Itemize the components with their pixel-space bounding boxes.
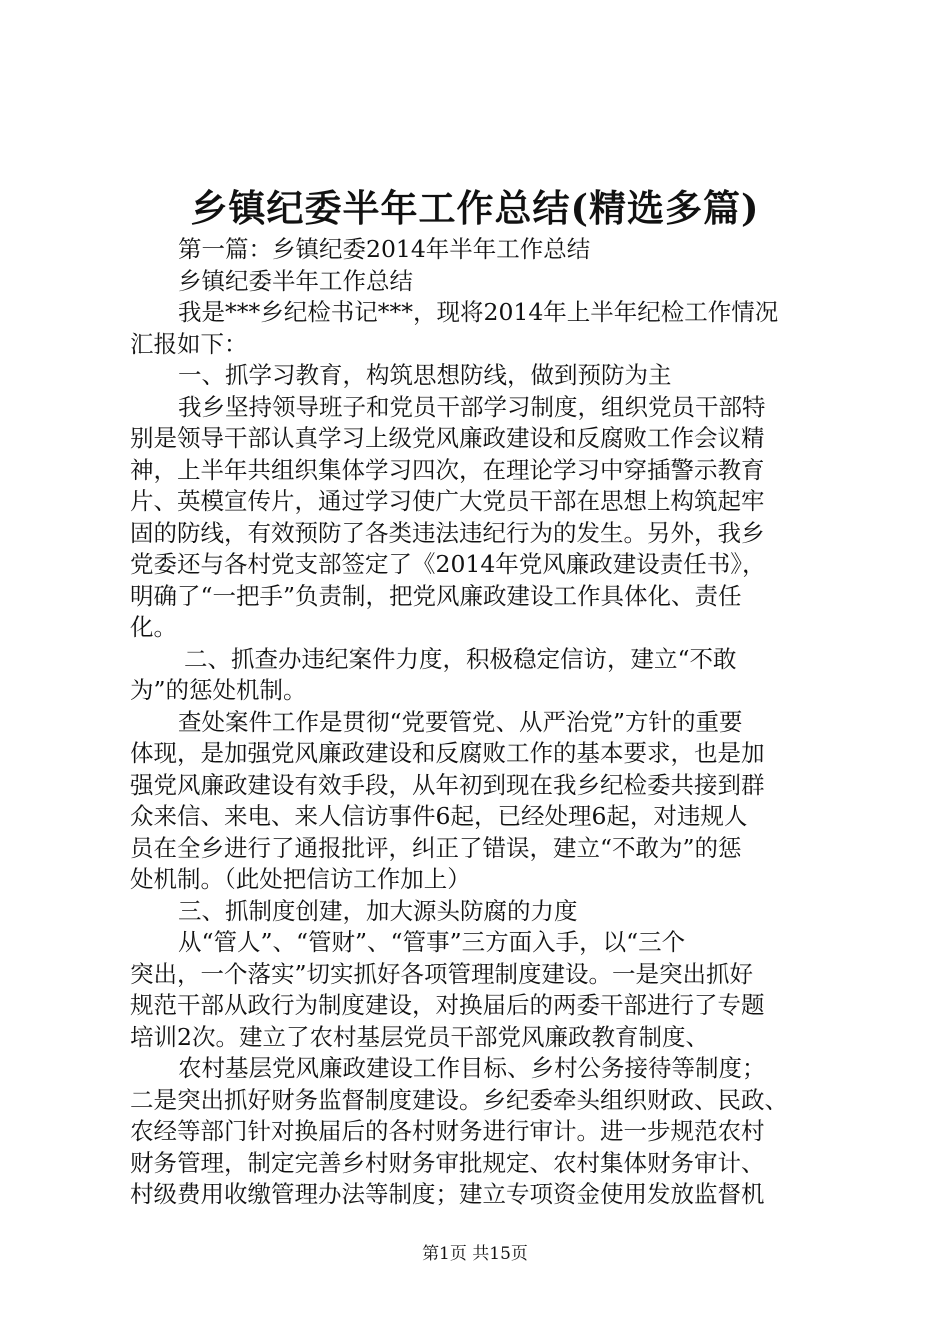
body-line: 明确了“一把手”负责制，把党风廉政建设工作具体化、责任 — [130, 581, 742, 610]
body-line: 我乡坚持领导班子和党员干部学习制度，组织党员干部特 — [178, 392, 766, 421]
body-line: 别是领导干部认真学习上级党风廉政建设和反腐败工作会议精 — [130, 424, 765, 452]
body-line: 体现，是加强党风廉政建设和反腐败工作的基本要求，也是加 — [130, 739, 765, 767]
body-line: 财务管理，制定完善乡村财务审批规定、农村集体财务审计、 — [130, 1148, 765, 1177]
body-line: 员在全乡进行了通报批评，纠正了错误，建立“不敢为”的惩 — [130, 833, 742, 862]
body-line: 第一篇：乡镇纪委2014年半年工作总结 — [178, 235, 591, 263]
body-line: 从“管人”、“管财”、“管事”三方面入手，以“三个 — [178, 928, 686, 956]
body-line: 培训2次。建立了农村基层党员干部党风廉政教育制度、 — [130, 1022, 709, 1051]
body-line: 规范干部从政行为制度建设，对换届后的两委干部进行了专题 — [130, 991, 765, 1019]
body-line: 乡镇纪委半年工作总结 — [178, 266, 413, 295]
body-line: 二是突出抓好财务监督制度建设。乡纪委牵头组织财政、民政、 — [130, 1085, 788, 1114]
body-line: 农村基层党风廉政建设工作目标、乡村公务接待等制度； — [178, 1054, 766, 1082]
body-line: 片、英模宣传片，通过学习使广大党员干部在思想上构筑起牢 — [130, 487, 765, 515]
body-line: 农经等部门针对换届后的各村财务进行审计。进一步规范农村 — [130, 1117, 765, 1145]
body-line: 查处案件工作是贯彻“党要管党、从严治党”方针的重要 — [178, 707, 743, 736]
body-line: 众来信、来电、来人信访事件6起，已经处理6起，对违规人 — [130, 802, 748, 830]
body-line: 神，上半年共组织集体学习四次，在理论学习中穿插警示教育 — [130, 455, 765, 484]
body-line: 一、抓学习教育，构筑思想防线，做到预防为主 — [178, 361, 672, 389]
body-line: 我是***乡纪检书记***，现将2014年上半年纪检工作情况 — [178, 298, 779, 326]
body-line: 党委还与各村党支部签定了《2014年党风廉政建设责任书》， — [130, 550, 766, 578]
body-line: 三、抓制度创建，加大源头防腐的力度 — [178, 896, 578, 925]
body-line: 固的防线，有效预防了各类违法违纪行为的发生。另外，我乡 — [130, 518, 765, 547]
body-line: 化。 — [130, 613, 177, 641]
body-line: 强党风廉政建设有效手段，从年初到现在我乡纪检委共接到群 — [130, 770, 765, 799]
body-line: 村级费用收缴管理办法等制度；建立专项资金使用发放监督机 — [130, 1180, 765, 1208]
document-title: 乡镇纪委半年工作总结(精选多篇) — [190, 186, 760, 230]
document-body — [130, 234, 835, 1211]
page-footer: 第1页 共15页 — [422, 1244, 528, 1264]
body-line: 处机制。（此处把信访工作加上） — [130, 865, 471, 893]
body-line: 汇报如下： — [130, 329, 248, 358]
body-line: 二、抓查办违纪案件力度，积极稳定信访，建立“不敢 — [184, 644, 737, 673]
body-line: 为”的惩处机制。 — [130, 676, 307, 704]
body-line: 突出，一个落实”切实抓好各项管理制度建设。一是突出抓好 — [130, 959, 754, 988]
